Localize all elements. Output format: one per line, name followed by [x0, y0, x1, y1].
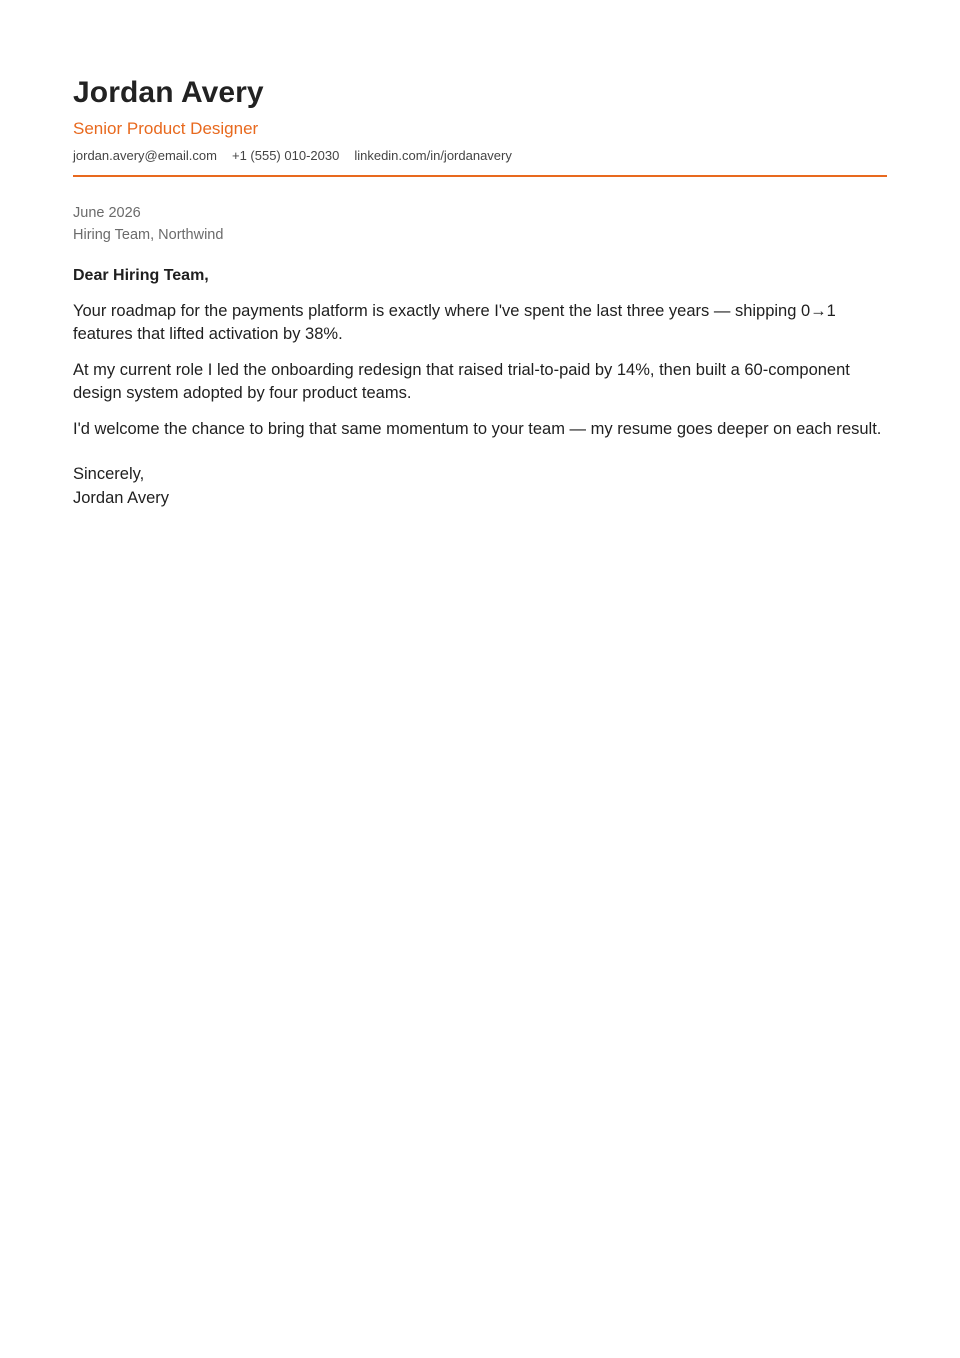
letter-recipient: Hiring Team, Northwind: [73, 227, 224, 243]
contact-linkedin: linkedin.com/in/jordanavery: [354, 148, 512, 163]
contact-email: jordan.avery@email.com: [73, 148, 217, 163]
signature: Jordan Avery: [73, 489, 170, 507]
applicant-title: Senior Product Designer: [73, 119, 259, 138]
contact-phone: +1 (555) 010-2030: [231, 148, 340, 163]
header-divider: [73, 175, 887, 177]
closing-phrase: Sincerely,: [73, 465, 145, 483]
body-paragraph: Your roadmap for the payments platform is exactly where I've spent the last three years — shipping 0→1 features that lifted activation by 38%.: [73, 302, 836, 343]
letter-body: [73, 300, 887, 441]
letter-meta: [73, 202, 887, 246]
contact-line: [73, 148, 887, 164]
body-paragraph: At my current role I led the onboarding redesign that raised trial-to-paid by 14%, then built a 60-component design system adopted by four product teams.: [73, 361, 850, 402]
letter-date: June 2026: [73, 205, 141, 221]
letter-header: [73, 76, 887, 177]
applicant-name: Jordan Avery: [73, 76, 264, 109]
body-paragraph: I'd welcome the chance to bring that same momentum to your team — my resume goes deeper on each result.: [73, 420, 882, 438]
letter-closing: [73, 462, 887, 510]
salutation: Dear Hiring Team,: [73, 267, 209, 284]
